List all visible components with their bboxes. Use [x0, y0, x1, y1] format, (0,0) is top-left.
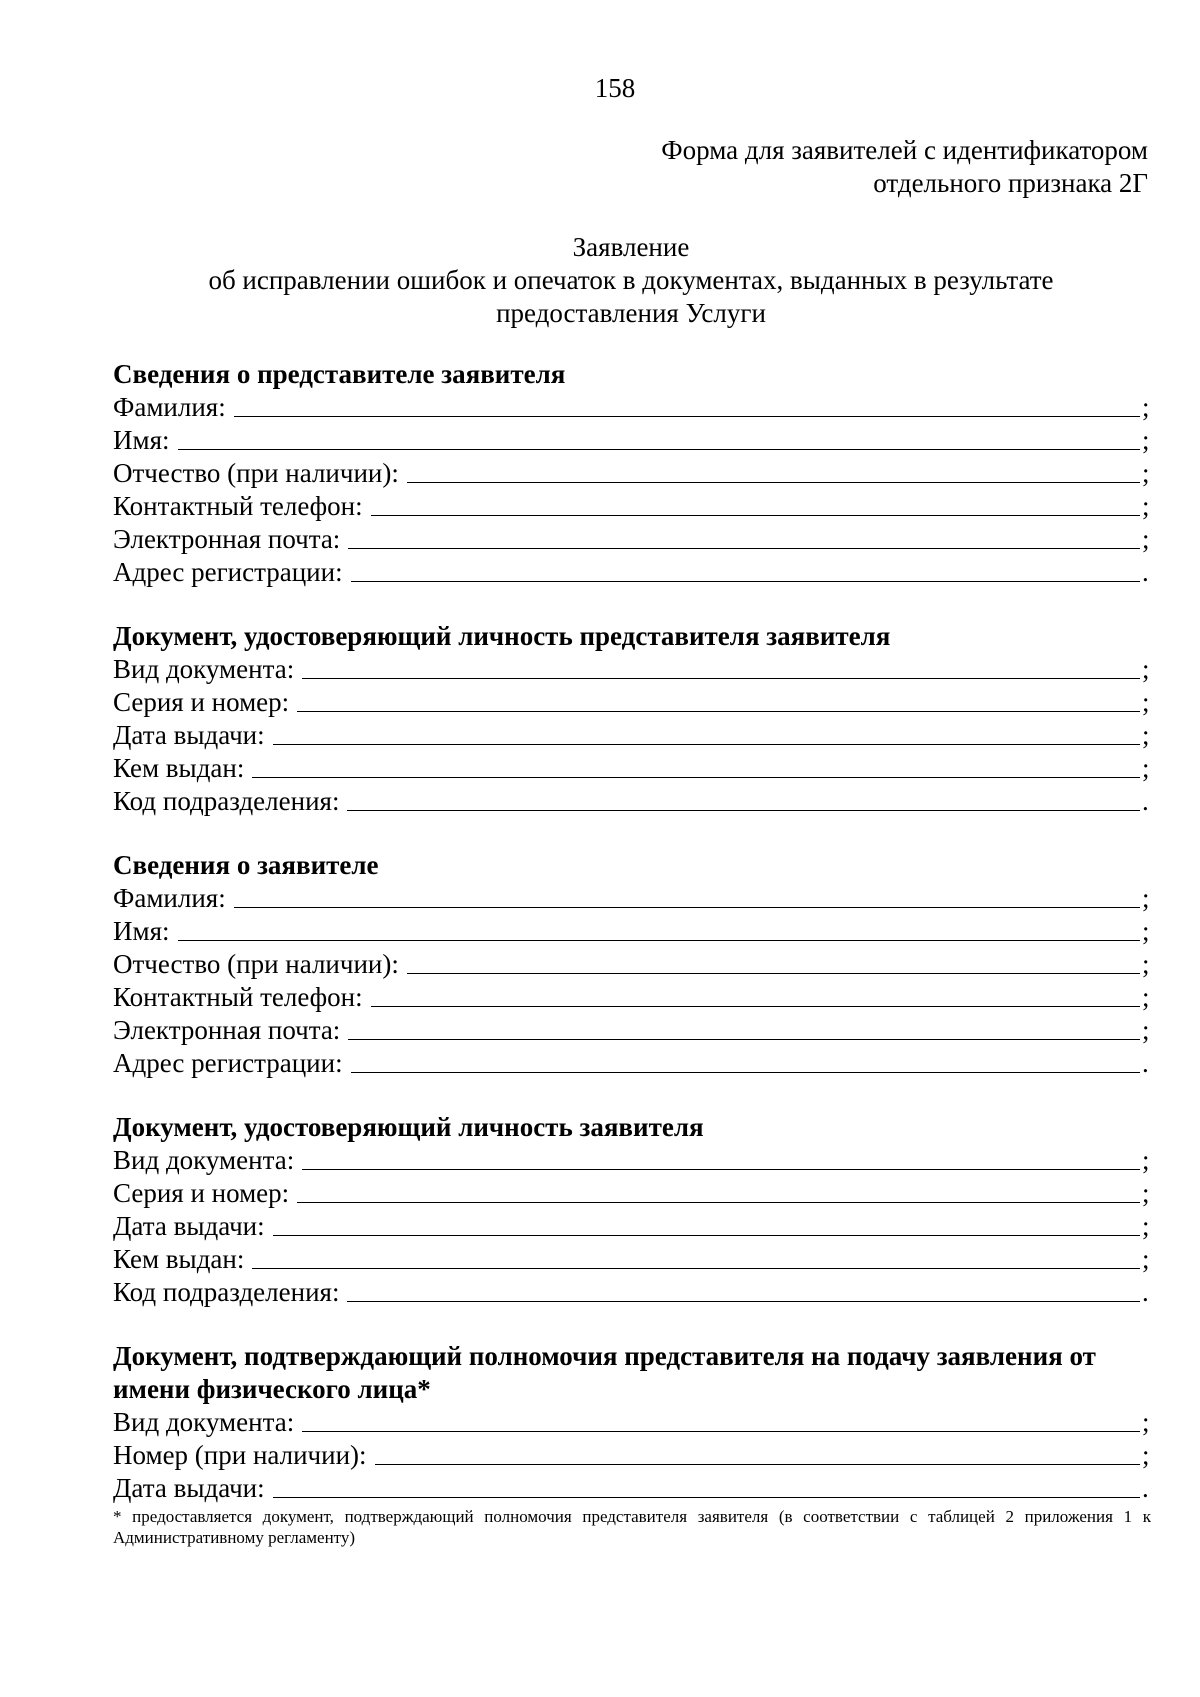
field-fill-line[interactable]	[273, 744, 1140, 745]
form-field-row	[113, 1014, 1151, 1047]
form-field-row	[113, 948, 1151, 981]
field-label: Дата выдачи:	[113, 720, 265, 750]
field-fill-line[interactable]	[178, 449, 1140, 450]
form-field-row	[113, 1144, 1151, 1177]
field-label: Вид документа:	[113, 1407, 295, 1437]
form-type-note	[661, 134, 1148, 200]
field-fill-line[interactable]	[302, 1169, 1140, 1170]
field-label: Отчество (при наличии):	[113, 458, 399, 488]
section-heading: Документ, удостоверяющий личность заявителя	[113, 1112, 704, 1142]
field-fill-line[interactable]	[273, 1497, 1140, 1498]
form-field-row	[113, 686, 1151, 719]
field-label: Контактный телефон:	[113, 982, 363, 1012]
form-section	[113, 849, 1151, 1080]
title-line-3: предоставления Услуги	[496, 298, 766, 328]
field-label: Адрес регистрации:	[113, 1048, 343, 1078]
field-fill-line[interactable]	[348, 1039, 1140, 1040]
field-terminator: ;	[1142, 1145, 1150, 1175]
field-label: Электронная почта:	[113, 1015, 341, 1045]
field-label: Кем выдан:	[113, 1244, 245, 1274]
field-terminator: ;	[1142, 1178, 1150, 1208]
form-field-row	[113, 752, 1151, 785]
field-fill-line[interactable]	[178, 940, 1140, 941]
field-label: Кем выдан:	[113, 753, 245, 783]
field-fill-line[interactable]	[351, 1072, 1140, 1073]
field-label: Серия и номер:	[113, 1178, 290, 1208]
form-field-row	[113, 424, 1151, 457]
field-label: Имя:	[113, 916, 170, 946]
form-field-row	[113, 1047, 1151, 1080]
form-field-row	[113, 915, 1151, 948]
field-terminator: ;	[1142, 491, 1150, 521]
field-label: Контактный телефон:	[113, 491, 363, 521]
field-label: Имя:	[113, 425, 170, 455]
form-field-row	[113, 981, 1151, 1014]
field-fill-line[interactable]	[234, 907, 1140, 908]
field-terminator: ;	[1142, 916, 1150, 946]
field-terminator: ;	[1142, 883, 1150, 913]
section-heading: Сведения о заявителе	[113, 850, 379, 880]
form-field-row	[113, 653, 1151, 686]
field-terminator: ;	[1142, 982, 1150, 1012]
field-terminator: ;	[1142, 949, 1150, 979]
field-terminator: ;	[1142, 720, 1150, 750]
field-fill-line[interactable]	[297, 1202, 1140, 1203]
field-terminator: ;	[1142, 1440, 1150, 1470]
field-terminator: ;	[1142, 425, 1150, 455]
field-fill-line[interactable]	[273, 1235, 1140, 1236]
form-type-line-1: Форма для заявителей с идентификатором	[661, 135, 1148, 165]
field-label: Дата выдачи:	[113, 1211, 265, 1241]
form-field-row	[113, 719, 1151, 752]
field-terminator: ;	[1142, 687, 1150, 717]
title-line-2: об исправлении ошибок и опечаток в документах, выданных в результате	[208, 265, 1054, 295]
field-fill-line[interactable]	[407, 973, 1140, 974]
field-terminator: .	[1142, 786, 1149, 816]
title-line-1: Заявление	[572, 232, 690, 262]
document-title	[112, 231, 1150, 330]
field-fill-line[interactable]	[297, 711, 1140, 712]
form-content	[113, 358, 1151, 1548]
field-label: Вид документа:	[113, 1145, 295, 1175]
form-field-row	[113, 556, 1151, 589]
field-fill-line[interactable]	[302, 1431, 1140, 1432]
field-fill-line[interactable]	[252, 1268, 1140, 1269]
field-terminator: .	[1142, 557, 1149, 587]
field-label: Код подразделения:	[113, 1277, 340, 1307]
field-fill-line[interactable]	[347, 810, 1140, 811]
field-fill-line[interactable]	[351, 581, 1140, 582]
field-label: Электронная почта:	[113, 524, 341, 554]
form-field-row	[113, 882, 1151, 915]
form-field-row	[113, 1472, 1151, 1505]
field-terminator: ;	[1142, 654, 1150, 684]
section-heading: Документ, подтверждающий полномочия представителя на подачу заявления от имени физического лица*	[113, 1341, 1096, 1404]
form-field-row	[113, 391, 1151, 424]
field-terminator: ;	[1142, 392, 1150, 422]
form-field-row	[113, 1243, 1151, 1276]
form-field-row	[113, 1276, 1151, 1309]
form-section	[113, 1340, 1151, 1548]
field-label: Дата выдачи:	[113, 1473, 265, 1503]
field-label: Адрес регистрации:	[113, 557, 343, 587]
form-field-row	[113, 490, 1151, 523]
field-fill-line[interactable]	[371, 515, 1140, 516]
field-fill-line[interactable]	[348, 548, 1140, 549]
field-label: Код подразделения:	[113, 786, 340, 816]
footnote: * предоставляется документ, подтверждающий полномочия представителя заявителя (в соответствии с таблицей 2 приложения 1 к Административному регламенту)	[113, 1507, 1151, 1547]
field-label: Вид документа:	[113, 654, 295, 684]
form-type-line-2: отдельного признака 2Г	[873, 168, 1148, 198]
field-terminator: ;	[1142, 1015, 1150, 1045]
field-terminator: .	[1142, 1048, 1149, 1078]
form-field-row	[113, 1406, 1151, 1439]
field-fill-line[interactable]	[252, 777, 1140, 778]
field-terminator: ;	[1142, 1244, 1150, 1274]
field-terminator: ;	[1142, 1407, 1150, 1437]
page-number: 158	[594, 73, 636, 103]
field-fill-line[interactable]	[234, 416, 1140, 417]
field-terminator: .	[1142, 1277, 1149, 1307]
form-section	[113, 358, 1151, 589]
field-terminator: ;	[1142, 524, 1150, 554]
field-fill-line[interactable]	[302, 678, 1140, 679]
field-label: Номер (при наличии):	[113, 1440, 367, 1470]
form-section	[113, 1111, 1151, 1309]
field-label: Серия и номер:	[113, 687, 290, 717]
form-field-row	[113, 1210, 1151, 1243]
field-fill-line[interactable]	[347, 1301, 1140, 1302]
section-heading: Документ, удостоверяющий личность представителя заявителя	[113, 621, 891, 651]
form-field-row	[113, 523, 1151, 556]
field-terminator: ;	[1142, 1211, 1150, 1241]
form-section	[113, 620, 1151, 818]
section-heading: Сведения о представителе заявителя	[113, 359, 566, 389]
field-terminator: ;	[1142, 753, 1150, 783]
field-terminator: ;	[1142, 458, 1150, 488]
form-field-row	[113, 785, 1151, 818]
form-field-row	[113, 1177, 1151, 1210]
field-label: Фамилия:	[113, 883, 226, 913]
field-label: Отчество (при наличии):	[113, 949, 399, 979]
form-field-row	[113, 457, 1151, 490]
form-field-row	[113, 1439, 1151, 1472]
field-fill-line[interactable]	[407, 482, 1140, 483]
field-label: Фамилия:	[113, 392, 226, 422]
field-fill-line[interactable]	[371, 1006, 1140, 1007]
field-terminator: .	[1142, 1473, 1149, 1503]
field-fill-line[interactable]	[375, 1464, 1140, 1465]
